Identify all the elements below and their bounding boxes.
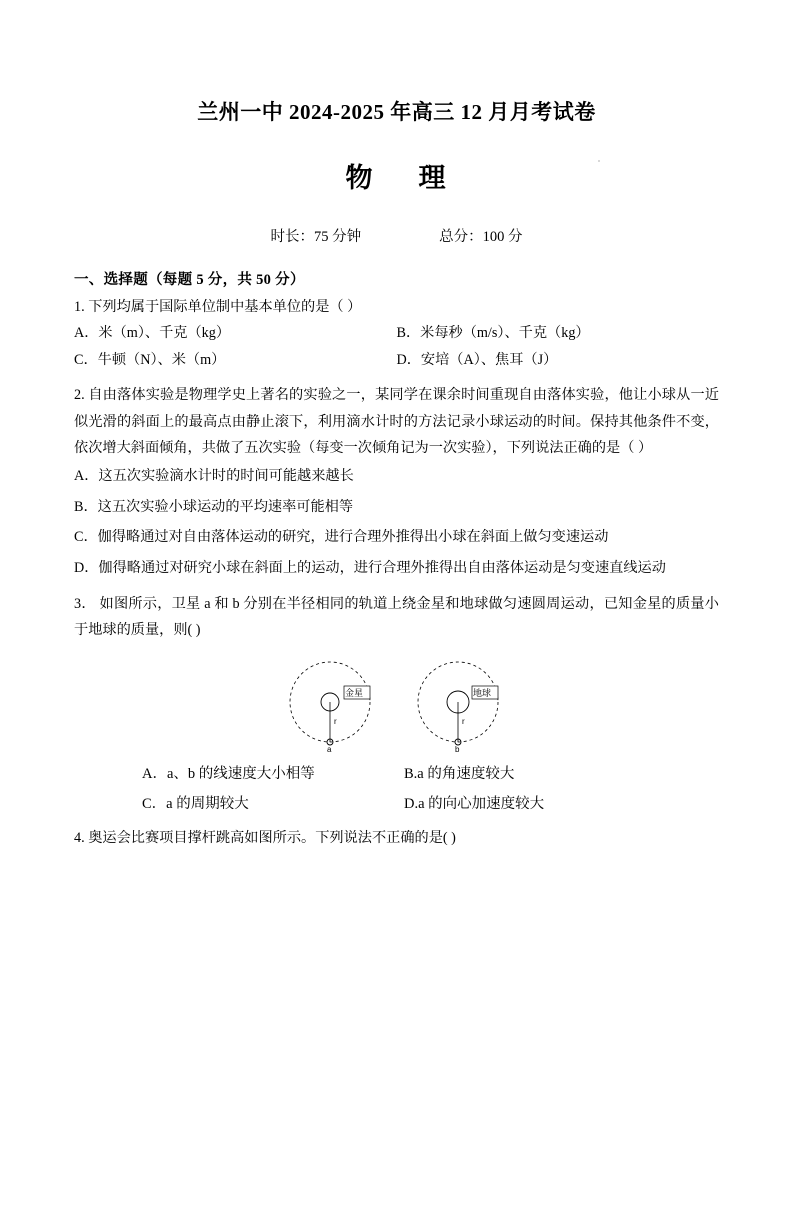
question-1-number: 1. bbox=[74, 299, 85, 315]
question-2-option-a: A．这五次实验滴水计时的时间可能越来越长 bbox=[74, 468, 354, 485]
page-artifact-dot bbox=[598, 160, 600, 162]
question-3-options-row-2 bbox=[142, 789, 719, 819]
question-3-option-a: A．a、b 的线速度大小相等 bbox=[142, 765, 315, 782]
question-1-option-a: A．米（m）、千克（kg） bbox=[74, 325, 231, 342]
question-3-option-c: C．a 的周期较大 bbox=[142, 796, 249, 813]
earth-radius-label: r bbox=[461, 716, 465, 726]
question-4 bbox=[74, 825, 719, 851]
question-1-stem bbox=[74, 294, 719, 320]
question-3-number: 3． bbox=[74, 596, 96, 613]
subject-heading bbox=[74, 156, 719, 195]
venus-radius-label: r bbox=[333, 716, 337, 726]
subject-char-left: 物 bbox=[345, 163, 375, 193]
question-4-number: 4. bbox=[74, 829, 85, 846]
page-title: 兰州一中 2024-2025 年高三 12 月月考试卷 bbox=[197, 100, 596, 124]
question-3 bbox=[74, 591, 719, 819]
question-3-option-b: B.a 的角速度较大 bbox=[404, 765, 515, 782]
question-4-text: 奥运会比赛项目撑杆跳高如图所示。下列说法不正确的是( ) bbox=[88, 829, 456, 846]
question-4-stem bbox=[74, 825, 719, 851]
question-2 bbox=[74, 382, 719, 583]
question-2-option-d: D．伽得略通过对研究小球在斜面上的运动，进行合理外推得出自由落体运动是匀变速直线运动 bbox=[74, 559, 666, 576]
question-3-option-d: D.a 的向心加速度较大 bbox=[404, 796, 545, 813]
question-1-options-row-1 bbox=[74, 320, 719, 347]
question-1 bbox=[74, 294, 719, 374]
question-3-text: 如图所示，卫星 a 和 b 分别在半径相同的轨道上绕金星和地球做匀速圆周运动，已知金星的质量小于地球的质量，则( ) bbox=[74, 596, 719, 639]
question-3-options-row-1 bbox=[142, 759, 719, 789]
question-3-options bbox=[74, 759, 719, 820]
question-3-figure bbox=[74, 658, 719, 753]
venus-label: 金星 bbox=[344, 687, 363, 698]
question-2-option-b: B．这五次实验小球运动的平均速率可能相等 bbox=[74, 498, 354, 515]
exam-total-score: 总分：100 分 bbox=[439, 229, 523, 245]
question-1-options-row-2 bbox=[74, 347, 719, 374]
question-2-text: 自由落体实验是物理学史上著名的实验之一，某同学在课余时间重现自由落体实验，他让小球从一近似光滑的斜面上的最高点由静止滚下，利用滴水计时的方法记录小球运动的时间。保持其他条件不变，依次增大斜面倾角，共做了五次实验（每变一次倾角记为一次实验），下列说法正确的是（ ） bbox=[74, 387, 719, 456]
exam-page bbox=[0, 96, 793, 1218]
section-heading-choice: 一、选择题（每题 5 分，共 50 分） bbox=[74, 272, 305, 288]
earth-label: 地球 bbox=[472, 687, 491, 698]
question-2-option-c: C．伽得略通过对自由落体运动的研究，进行合理外推得出小球在斜面上做匀变速运动 bbox=[74, 529, 609, 546]
venus-orbit-diagram bbox=[278, 658, 388, 753]
question-1-text: 下列均属于国际单位制中基本单位的是（ ） bbox=[88, 299, 362, 315]
question-3-stem bbox=[74, 591, 719, 644]
question-1-option-d: D．安培（A）、焦耳（J） bbox=[396, 352, 558, 369]
satellite-a-label: a bbox=[326, 744, 331, 753]
question-2-stem bbox=[74, 382, 719, 461]
satellite-b-label: b bbox=[454, 744, 459, 753]
question-1-option-c: C．牛顿（N）、米（m） bbox=[74, 352, 226, 369]
question-2-number: 2. bbox=[74, 387, 85, 404]
subject-char-right: 理 bbox=[418, 163, 448, 193]
exam-meta bbox=[74, 225, 719, 246]
exam-duration: 时长：75 分钟 bbox=[270, 229, 362, 245]
earth-orbit-diagram bbox=[406, 658, 516, 753]
question-1-option-b: B．米每秒（m/s）、千克（kg） bbox=[396, 325, 590, 342]
